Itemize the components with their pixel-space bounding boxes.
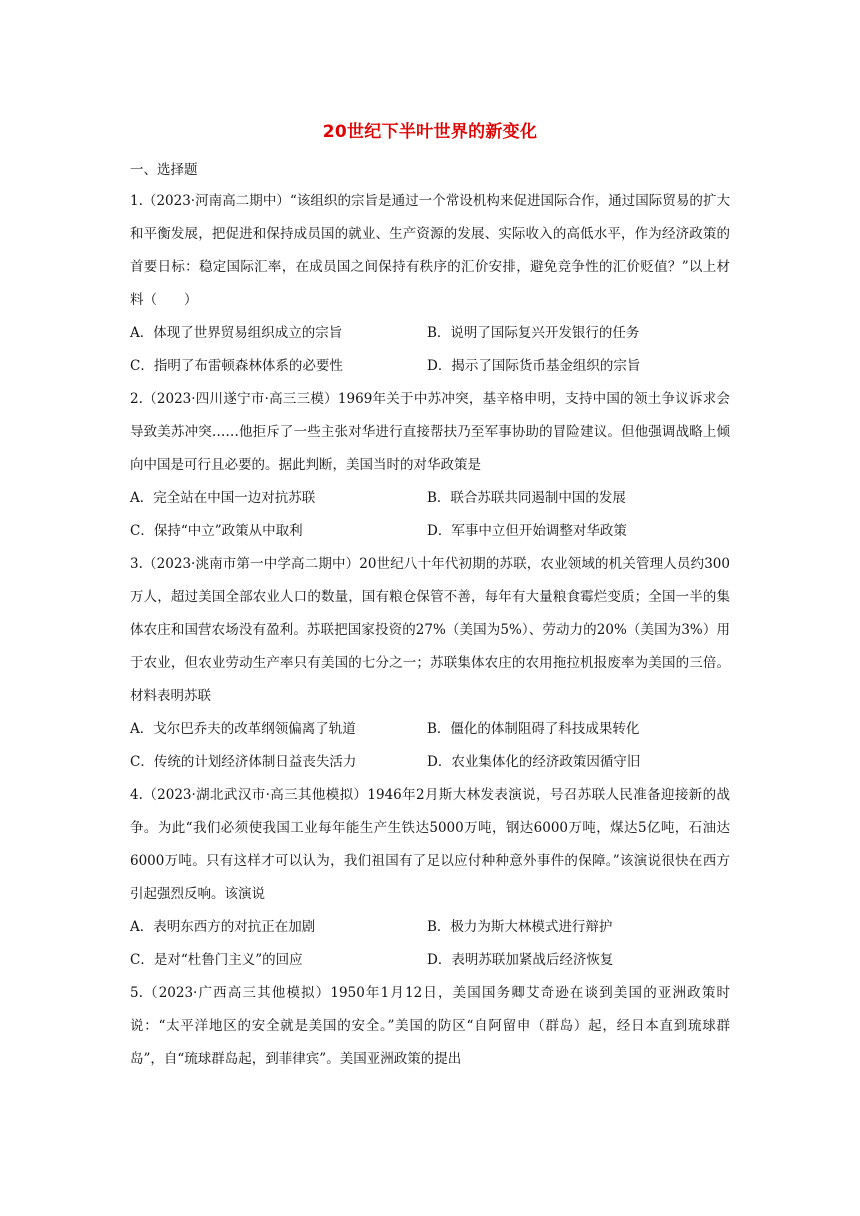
options (130, 317, 730, 383)
option-a: A．体现了世界贸易组织成立的宗旨 (130, 325, 343, 341)
question-2 (130, 383, 730, 548)
option-c: C．是对“杜鲁门主义”的回应 (130, 952, 303, 968)
option-b: B．联合苏联共同遏制中国的发展 (427, 490, 626, 506)
option-a: A．表明东西方的对抗正在加剧 (130, 919, 316, 935)
option-a: A．戈尔巴乔夫的改革纲领偏离了轨道 (130, 721, 356, 737)
options (130, 713, 730, 779)
option-d: D．表明苏联加紧战后经济恢复 (427, 952, 614, 968)
section-heading: 一、选择题 (130, 162, 198, 178)
option-d: D．军事中立但开始调整对华政策 (427, 523, 627, 539)
options (130, 911, 730, 977)
option-b: B．极力为斯大林模式进行辩护 (427, 919, 613, 935)
question-stem: 2.（2023·四川遂宁市·高三三模）1969年关于中苏冲突，基辛格申明，支持中国的领土争议诉求会导致美苏冲突……他拒斥了一些主张对华进行直接帮扶乃至军事协助的冒险建议。但他强调战略上倾向中国是可行且必要的。据此判断，美国当时的对华政策是 (130, 391, 730, 473)
option-c: C．保持“中立”政策从中取利 (130, 523, 303, 539)
question-stem: 4.（2023·湖北武汉市·高三其他模拟）1946年2月斯大林发表演说，号召苏联人民准备迎接新的战争。为此“我们必须使我国工业每年能生产生铁达5000万吨，钢达6000万吨，煤达5亿吨，石油达6000万吨。只有这样才可以认为，我们祖国有了足以应付种种意外事件的保障。”该演说很快在西方引起强烈反响。该演说 (130, 787, 730, 902)
question-stem: 3.（2023·洮南市第一中学高二期中）20世纪八十年代初期的苏联，农业领域的机关管理人员约300万人，超过美国全部农业人口的数量，国有粮仓保管不善，每年有大量粮食霉烂变质；全国一半的集体农庄和国营农场没有盈利。苏联把国家投资的27%（美国为5%）、劳动力的20%（美国为3%）用于农业，但农业劳动生产率只有美国的七分之一；苏联集体农庄的农用拖拉机报废率为美国的三倍。材料表明苏联 (130, 556, 730, 704)
question-stem: 5.（2023·广西高三其他模拟）1950年1月12日，美国国务卿艾奇逊在谈到美国的亚洲政策时说：“太平洋地区的安全就是美国的安全。”美国的防区“自阿留申（群岛）起，经日本直到琉球群岛”，自“琉球群岛起，到菲律宾”。美国亚洲政策的提出 (130, 985, 730, 1067)
option-a: A．完全站在中国一边对抗苏联 (130, 490, 316, 506)
option-c: C．传统的计划经济体制日益丧失活力 (130, 754, 357, 770)
option-c: C．指明了布雷顿森林体系的必要性 (130, 358, 343, 374)
option-b: B．僵化的体制阻碍了科技成果转化 (427, 721, 640, 737)
question-list (130, 185, 730, 1076)
question-1 (130, 185, 730, 383)
option-d: D．农业集体化的经济政策因循守旧 (427, 754, 641, 770)
option-b: B．说明了国际复兴开发银行的任务 (427, 325, 640, 341)
question-4 (130, 779, 730, 977)
question-stem: 1.（2023·河南高二期中）“该组织的宗旨是通过一个常设机构来促进国际合作，通过国际贸易的扩大和平衡发展，把促进和保持成员国的就业、生产资源的发展、实际收入的高低水平，作为经济政策的首要日标：稳定国际汇率，在成员国之间保持有秩序的汇价安排，避免竞争性的汇价贬值？”以上材料（ ） (130, 193, 730, 308)
question-3 (130, 548, 730, 779)
options (130, 482, 730, 548)
option-d: D．揭示了国际货币基金组织的宗旨 (427, 358, 641, 374)
question-5 (130, 977, 730, 1076)
page-title: 20世纪下半叶世界的新变化 (322, 122, 538, 142)
